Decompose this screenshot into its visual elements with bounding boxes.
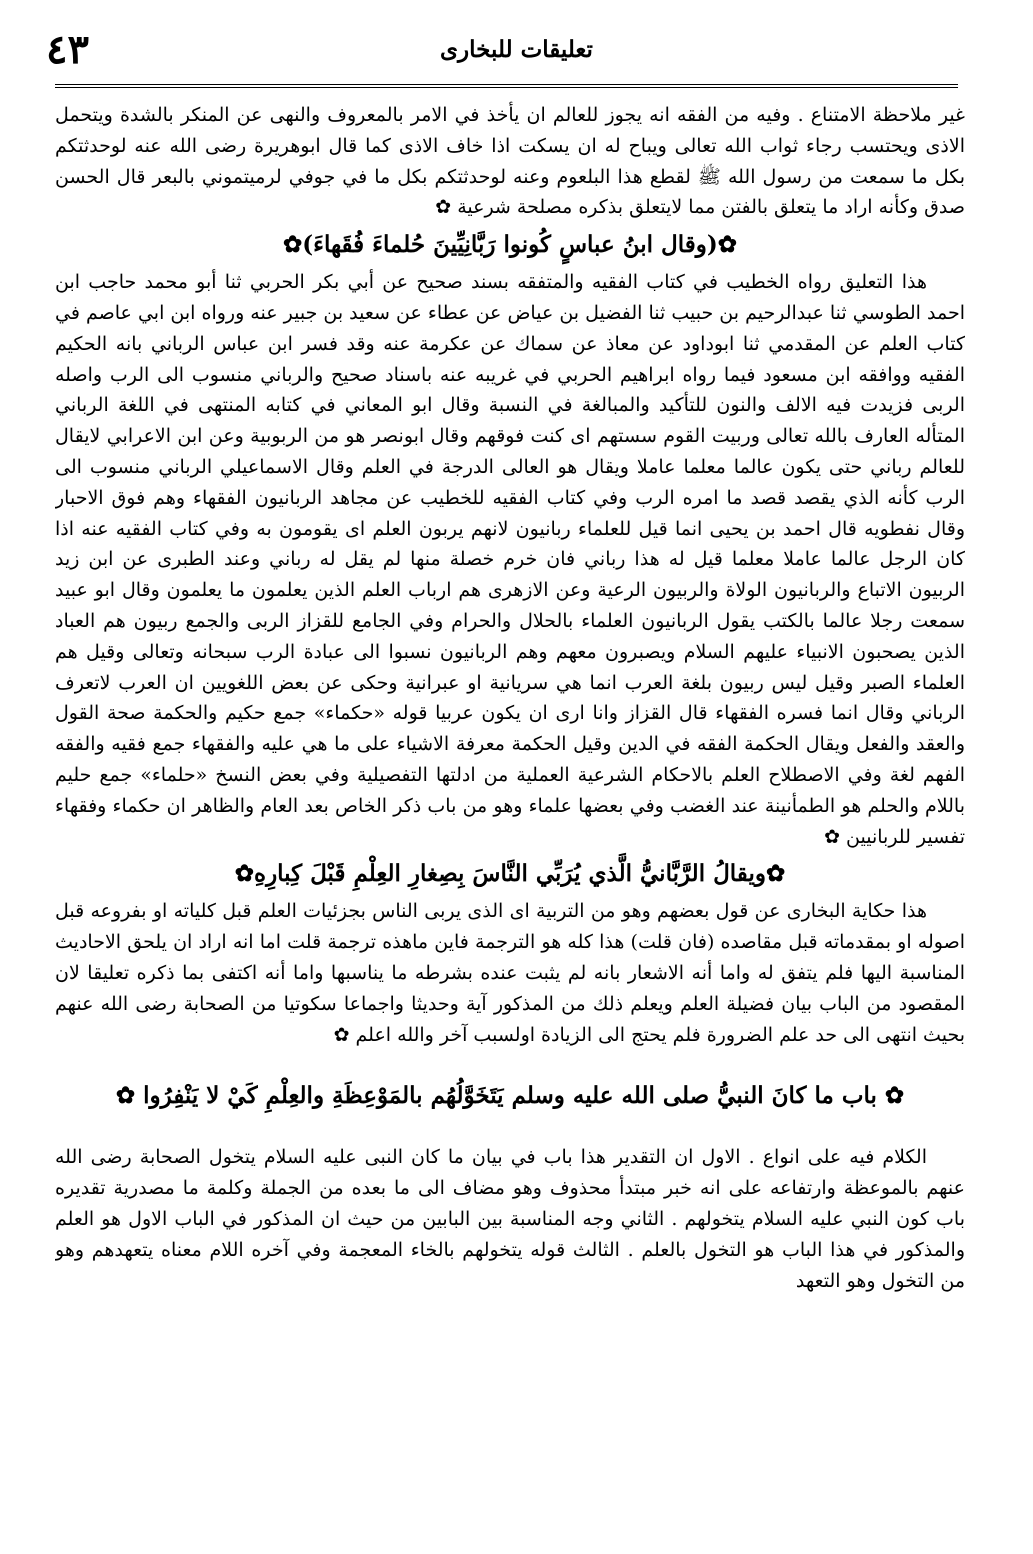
header-rule [55,84,958,88]
running-title: تعليقات للبخارى [440,36,593,63]
paragraph-commentary-tarbiya: هذا حكاية البخارى عن قول بعضهم وهو من التربية اى الذى يربى الناس بجزئيات العلم قبل كلياته او بفروعه قبل اصوله او بمقدماته قبل مقاصده (فان قلت) هذا كله هو الترجمة فاين ماهذه ترجمة قلت اما انه اراد ان يلحق الاحاديث المناسبة اليها فلم يتفق له واما أنه الاشعار بانه لم يثبت عنده بشرطه ما يناسبها واما أنه اكتفى بما ذكره تعليقا لان المقصود من الباب بيان فضيلة العلم ويعلم ذلك من المذكور آية وحديثا واجماعا سكوتيا من الصحابة رضى الله عنهم بحيث انتهى الى حد علم الضرورة فلم يحتج الى الزيادة اولسبب آخر والله اعلم ✿ [55,900,965,1046]
paragraph-chapter-discussion: الكلام فيه على انواع . الاول ان التقدير هذا باب في بيان ما كان النبى عليه السلام يتخول الصحابة رضى الله عنهم بالموعظة وارتفاعه على انه خبر مبتدأ محذوف وهو مضاف الى ما بعده من الجملة وكلمة ما مصدرية تقديره باب كون النبي عليه السلام يتخولهم . الثاني وجه المناسبة بين البابين من حيث ان المذكور في الباب الاول هو العلم والمذكور في هذا الباب هو التخول بالعلم . الثالث قوله يتخولهم بالخاء المعجمة وفي آخره اللام معناه يتعهدهم وهو من التخول وهو التعهد [55,1146,965,1292]
body-text [55,100,965,1538]
page-number: ٤٣ [46,26,89,73]
paragraph-opening: غير ملاحظة الامتناع . وفيه من الفقه انه يجوز للعالم ان يأخذ في الامر بالمعروف والنهى عن المنكر بالشدة ويتحمل الاذى ويحتسب رجاء ثواب الله تعالى ويباح له ان يسكت اذا خاف الاذى كما قال ابوهريرة رضى الله عنه لوحدثتكم بكل ما سمعت من رسول الله ﷺ لقطع هذا البلعوم وعنه لوحدثتكم بكل ما في جوفي لرميتموني بالبعر قال الحسن صدق وكأنه اراد ما يتعلق بالفتن مما لايتعلق بذكره مصلحة شرعية ✿ [55,104,965,219]
section-heading-ibn-abbas: ✿(وقال ابنُ عباسٍ كُونوا رَبَّانِيِّينَ حُلماءَ فُقَهاءَ)✿ [282,231,738,259]
chapter-heading-bab: ✿ باب ما كانَ النبيُّ صلى الله عليه وسلم يَتَخَوَّلُهُم بالمَوْعِظَةِ والعِلْمِ كَيْ لا يَنْفِرُوا ✿ [115,1082,905,1110]
section-heading-rabbani-definition: ✿ويقالُ الرَّبَّانيُّ الَّذي يُرَبِّي النَّاسَ بِصِغارِ العِلْمِ قَبْلَ كِبارِهِ✿ [234,860,786,888]
paragraph-commentary-rabbani: هذا التعليق رواه الخطيب في كتاب الفقيه والمتفقه بسند صحيح عن أبي بكر الحربي ثنا أبو محمد حاجب ابن احمد الطوسي ثنا عبدالرحيم بن حبيب ثنا الفضيل بن عياض عن عطاء عن سعيد بن جبير عنه ورواه ابن ابي عاصم في كتاب العلم عن المقدمي ثنا ابوداود عن معاذ عن سماك عن عكرمة عنه وقد فسر ابن عباس الرباني بانه الحكيم الفقيه ووافقه ابن مسعود فيما رواه ابراهيم الحربي في غريبه عنه باسناد صحيح والرباني منسوب الى الرب واصله الربى فزيدت فيه الالف والنون للتأكيد والمبالغة في النسبة وقال ابو المعاني في كتابه المنتهى في اللغة الرباني المتأله العارف بالله تعالى وربيت القوم سستهم اى كنت فوقهم وقال ابونصر هو من الربوبية وعن ابن الاعرابي لايقال للعالم رباني حتى يكون عالما معلما عاملا ويقال هو العالى الدرجة في العلم وقال الاسماعيلي الرباني منسوب الى الرب كأنه الذي يقصد قصد ما امره الرب وفي كتاب الفقيه للخطيب عن مجاهد الربانيون الفقهاء وهم فوق الاحبار وقال نفطويه قال احمد بن يحيى انما قيل للعلماء ربانيون لانهم يربون العلم اى يقومون به وفي كتاب الفقيه عنه اذا كان الرجل عالما عاملا معلما قيل له هذا رباني فان خرم خصلة منها لم يقل له رباني وعند الطبرى عن ابن زيد الربيون الاتباع والربانيون الولاة والربيون الرعية وعن الازهرى هم ارباب العلم الذين يعلمون ما يعلمون وقال ابو عبيد سمعت رجلا عالما بالكتب يقول الربانيون العلماء بالحلال والحرام وفي الجامع للقزاز الربى والجمع ربيون هم العباد الذين يصحبون الانبياء عليهم السلام ويصبرون معهم وهم الربانيون نسبوا الى عبادة الرب سبحانه وتعالى وقيل هم العلماء الصبر وقيل ليس ربيون بلغة العرب انما هي سريانية او عبرانية وحكى عن بعض اللغويين ان العرب لاتعرف الرباني وقال انما فسره الفقهاء قال القزاز وانا ارى ان يكون عربيا قوله «حكماء» جمع حكيم والحكمة صحة القول والعقد والفعل ويقال الحكمة الفقه في الدين وقيل الحكمة معرفة الاشياء على ما هي عليه والفقهاء جمع فقيه والفقه الفهم لغة وفي الاصطلاح العلم بالاحكام الشرعية العملية من ادلتها التفصيلية وفي بعض النسخ «حلماء» جمع حليم باللام والحلم هو الطمأنينة عند الغضب وفي بعضها علماء وهو من باب ذكر الخاص بعد العام والظاهر ان حكماء وفقهاء تفسير للربانيين ✿ [55,271,965,848]
